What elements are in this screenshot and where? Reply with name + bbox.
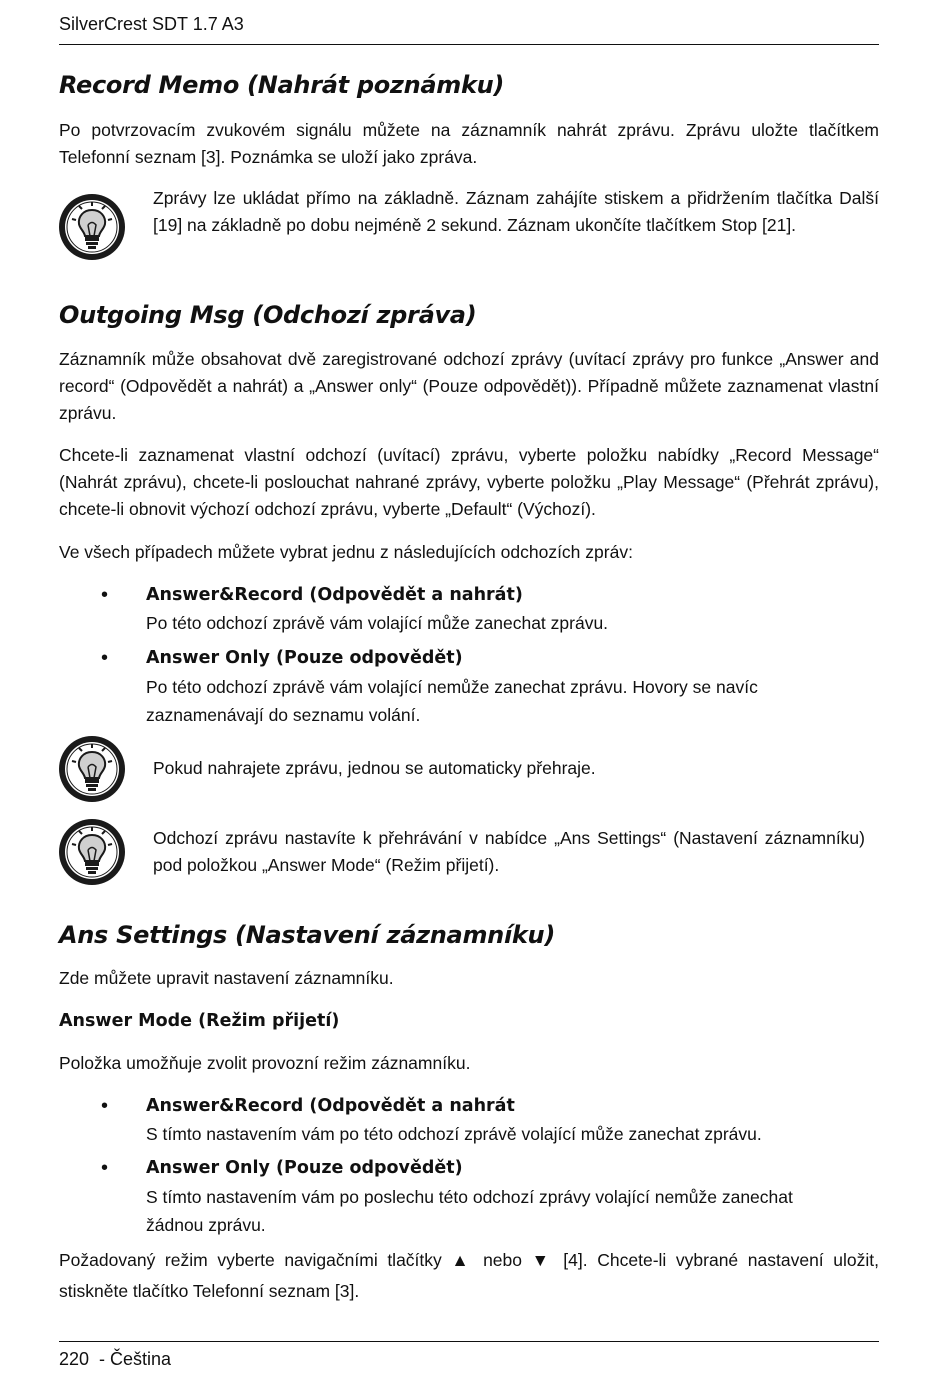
lightbulb-icon <box>57 817 127 887</box>
outgoing-msg-paragraph-2: Chcete-li zaznamenat vlastní odchozí (uvítací) zprávu, vyberte položku nabídky „Record Message“ (Nahrát zprávu), chcete-li poslouchat nahrané zprávy, vyberte položku „Play Message“ (Přehrát zprávu), chcete-li obnovit výchozí odchozí zprávu, vyberte „Default“ (Výchozí). <box>59 445 879 519</box>
bullet-text: Po této odchozí zprávě vám volající nemůže zanechat zprávu. Hovory se navíc zaznamenávají do seznamu volání. <box>146 677 758 725</box>
section-heading-outgoing-msg: Outgoing Msg (Odchozí zpráva) <box>59 301 477 329</box>
ans-settings-paragraph-3: Požadovaný režim vyberte navigačními tlačítky ▲ nebo ▼ [4]. Chcete-li vybrané nastavení uložit, stiskněte tlačítko Telefonní seznam [3]. <box>59 1250 879 1301</box>
answer-mode-subheading: Answer Mode (Režim přijetí) <box>59 1011 340 1031</box>
bullet-text: S tímto nastavením vám po poslechu této odchozí zprávy volající nemůže zanechat žádnou zprávu. <box>146 1187 793 1235</box>
outgoing-msg-note-2: Odchozí zprávu nastavíte k přehrávání v nabídce „Ans Settings“ (Nastavení záznamníku) pod položkou „Answer Mode“ (Režim přijetí). <box>153 828 865 875</box>
bullet-title: Answer Only (Pouze odpovědět) <box>146 1158 463 1178</box>
outgoing-msg-paragraph-3: Ve všech případech můžete vybrat jednu z následujících odchozích zpráv: <box>59 542 633 562</box>
bullet-title: Answer&Record (Odpovědět a nahrát <box>146 1096 515 1116</box>
running-header: SilverCrest SDT 1.7 A3 <box>59 12 879 45</box>
lightbulb-icon <box>57 192 127 262</box>
bullet-marker: • <box>101 584 109 606</box>
bullet-marker: • <box>101 647 109 669</box>
bullet-text: Po této odchozí zprávě vám volající může zanechat zprávu. <box>146 613 609 633</box>
footer-rule <box>59 1341 879 1342</box>
section-heading-record-memo: Record Memo (Nahrát poznámku) <box>59 71 505 99</box>
bullet-text: S tímto nastavením vám po této odchozí zprávě volající může zanechat zprávu. <box>146 1124 762 1144</box>
outgoing-msg-note-1: Pokud nahrajete zprávu, jednou se automaticky přehraje. <box>153 758 596 778</box>
record-memo-paragraph: Po potvrzovacím zvukovém signálu můžete na záznamník nahrát zprávu. Zprávu uložte tlačítkem Telefonní seznam [3]. Poznámka se uloží jako zpráva. <box>59 120 879 167</box>
ans-settings-paragraph-2: Položka umožňuje zvolit provozní režim záznamníku. <box>59 1053 471 1073</box>
bullet-marker: • <box>101 1157 109 1179</box>
bullet-title: Answer Only (Pouze odpovědět) <box>146 648 463 668</box>
lightbulb-icon <box>57 734 127 804</box>
page-footer: 220 - Čeština <box>59 1349 172 1369</box>
bullet-marker: • <box>101 1095 109 1117</box>
outgoing-msg-paragraph-1: Záznamník může obsahovat dvě zaregistrované odchozí zprávy (uvítací zprávy pro funkce „Answer and record“ (Odpovědět a nahrát) a „Answer only“ (Pouze odpovědět)). Případně můžete zaznamenat vlastní zprávu. <box>59 349 879 423</box>
bullet-title: Answer&Record (Odpovědět a nahrát) <box>146 585 523 605</box>
record-memo-note: Zprávy lze ukládat přímo na základně. Záznam zahájíte stiskem a přidržením tlačítka Další [19] na základně po dobu nejméně 2 sekund. Záznam ukončíte tlačítkem Stop [21]. <box>153 188 879 235</box>
ans-settings-paragraph-1: Zde můžete upravit nastavení záznamníku. <box>59 968 394 988</box>
section-heading-ans-settings: Ans Settings (Nastavení záznamníku) <box>59 921 555 949</box>
